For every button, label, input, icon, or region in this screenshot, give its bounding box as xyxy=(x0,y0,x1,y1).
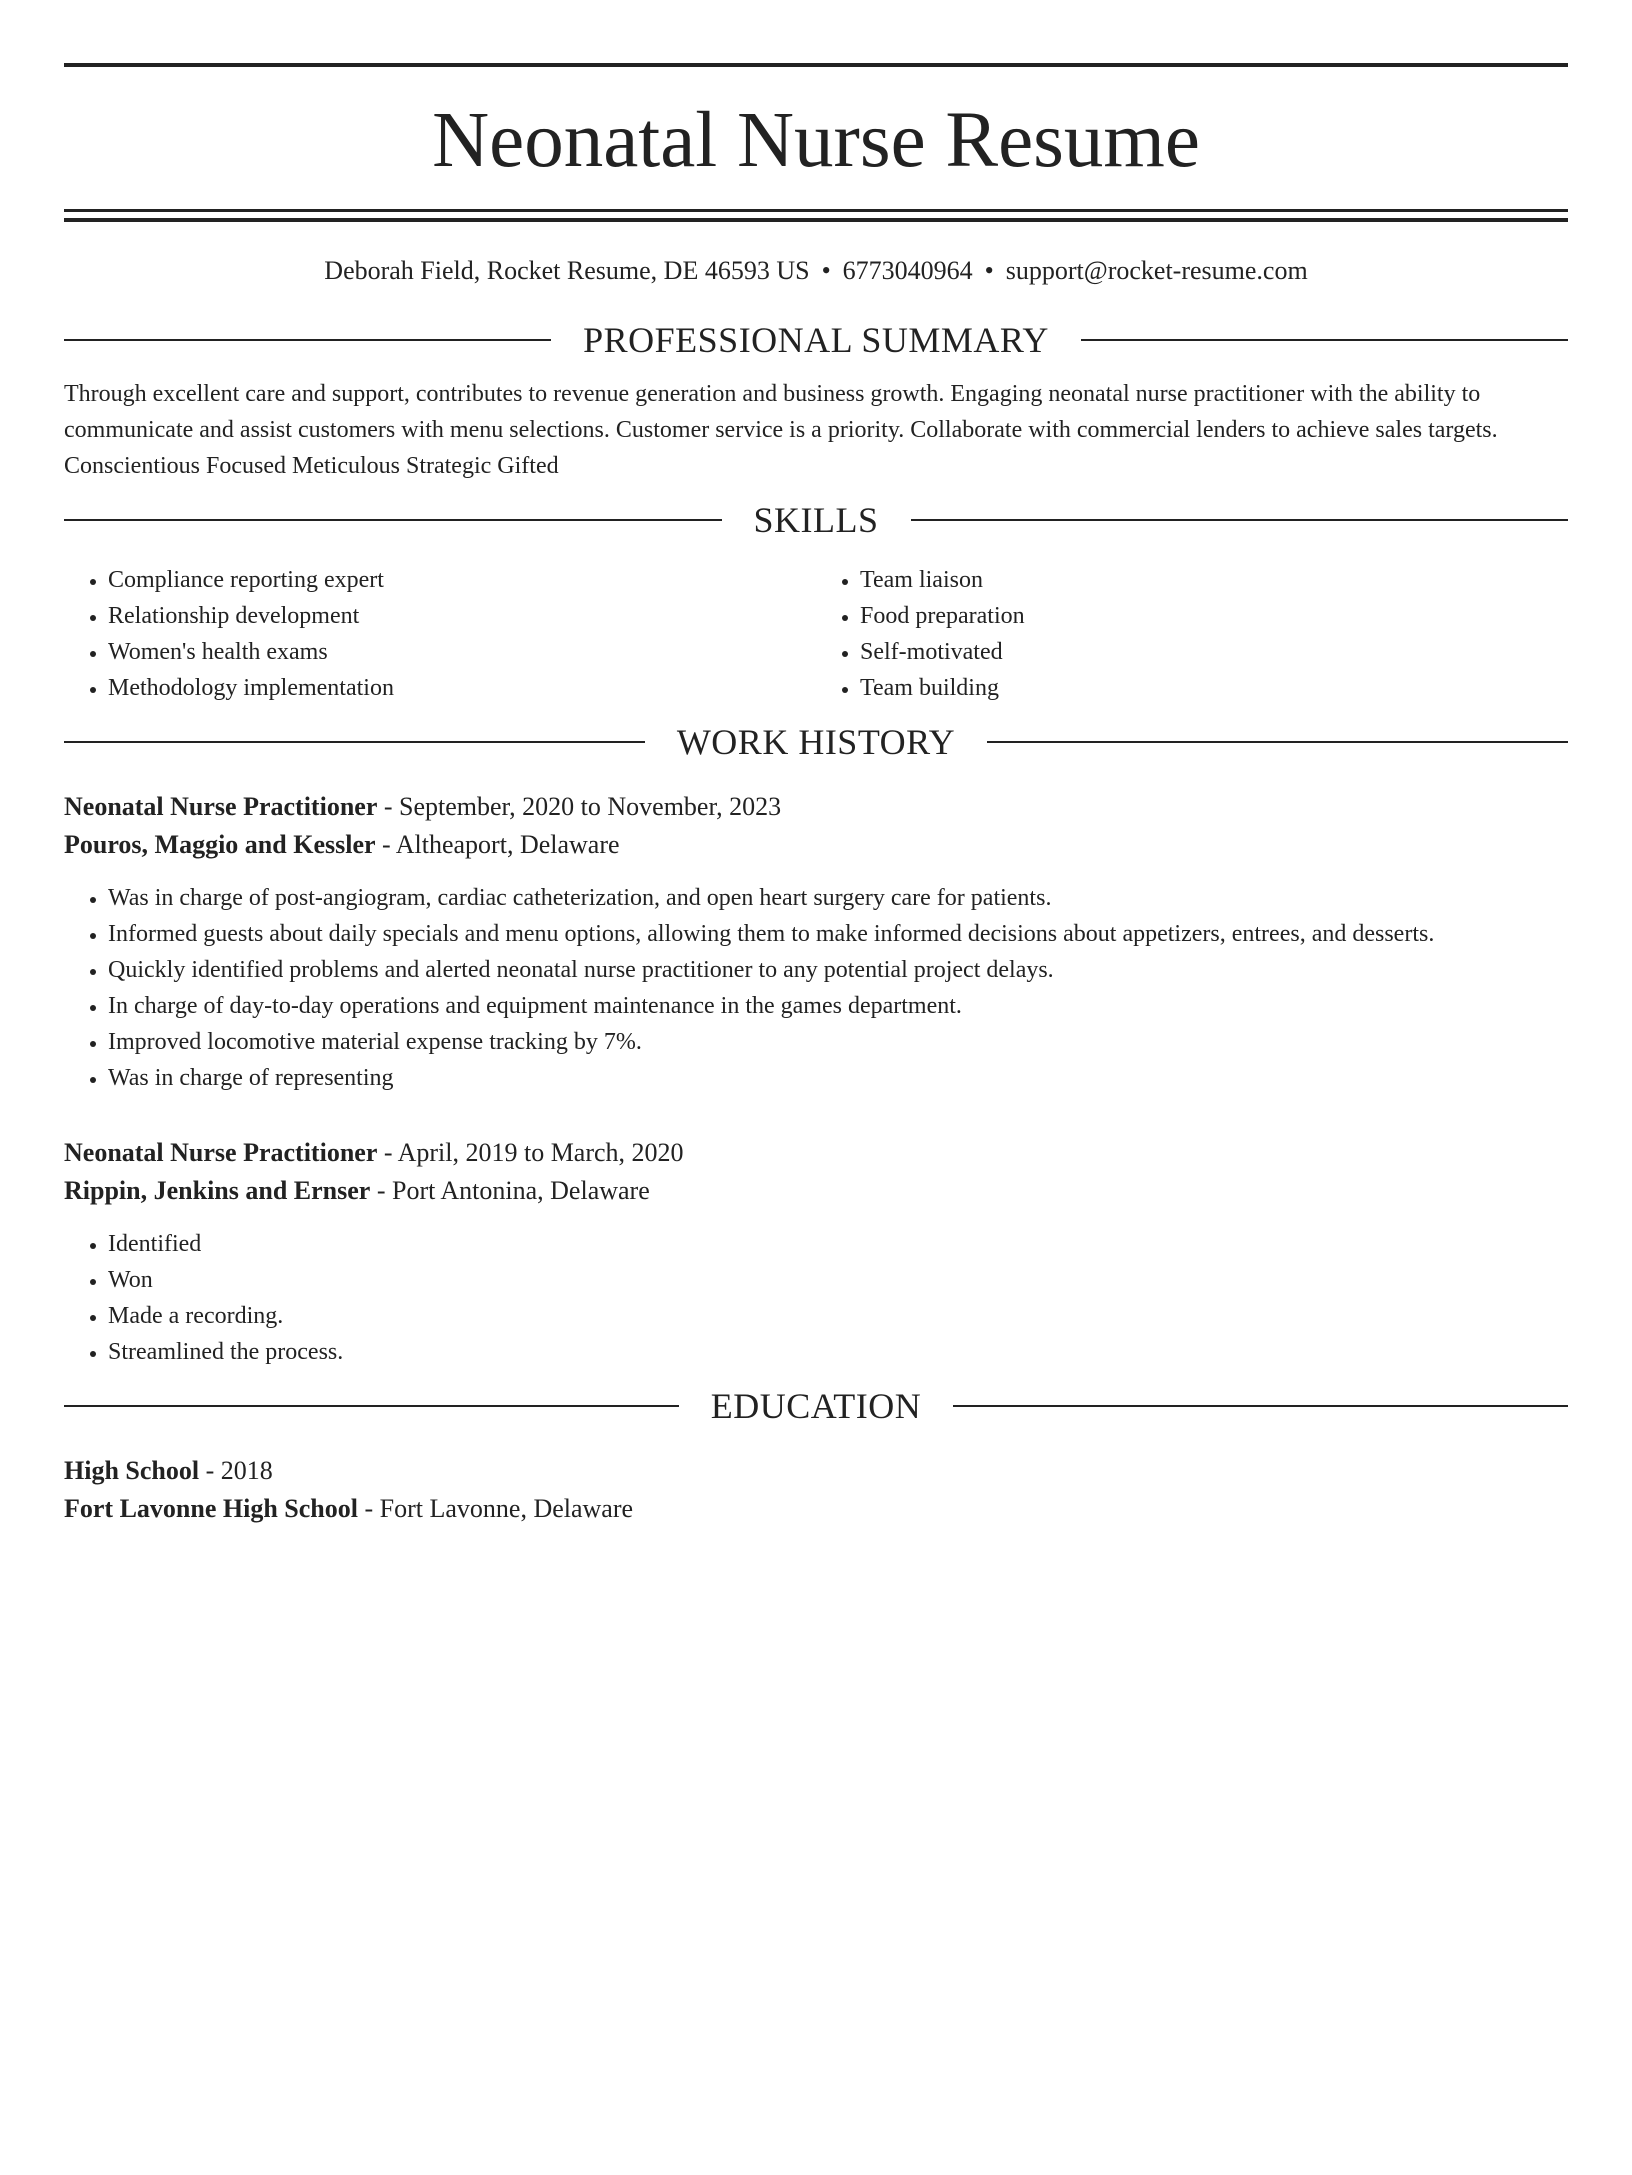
job-entry xyxy=(64,788,1568,1096)
education-location: - Fort Lavonne, Delaware xyxy=(357,1494,634,1523)
job-title: Neonatal Nurse Practitioner xyxy=(64,1138,378,1167)
job-company-line xyxy=(64,826,1568,864)
heading-rule-left xyxy=(64,519,722,521)
job-bullet: • Won xyxy=(108,1262,1568,1298)
work-history-heading xyxy=(64,722,1568,762)
heading-rule-left xyxy=(64,1405,679,1407)
job-bullet: • Was in charge of representing xyxy=(108,1060,1568,1096)
job-dates: - April, 2019 to March, 2020 xyxy=(377,1138,684,1167)
job-bullet: • Identified xyxy=(108,1226,1568,1262)
skill-item: • Relationship development xyxy=(108,598,816,634)
skill-item: • Methodology implementation xyxy=(108,670,816,706)
skill-item: • Compliance reporting expert xyxy=(108,562,816,598)
education-degree: High School xyxy=(64,1456,200,1485)
education-school-line xyxy=(64,1490,1568,1528)
education-entry xyxy=(64,1452,1568,1528)
skills-column-right xyxy=(816,562,1568,706)
skill-item: • Food preparation xyxy=(860,598,1568,634)
resume-title: Neonatal Nurse Resume xyxy=(432,97,1200,184)
job-bullet: • Improved locomotive material expense tracking by 7%. xyxy=(108,1024,1568,1060)
heading-rule-right xyxy=(953,1405,1568,1407)
summary-heading-label: PROFESSIONAL SUMMARY xyxy=(583,320,1049,360)
job-title: Neonatal Nurse Practitioner xyxy=(64,792,378,821)
heading-rule-right xyxy=(911,519,1569,521)
summary-heading xyxy=(64,320,1568,360)
skill-item: • Self-motivated xyxy=(860,634,1568,670)
skill-item: • Women's health exams xyxy=(108,634,816,670)
job-bullet: • Streamlined the process. xyxy=(108,1334,1568,1370)
skill-item: • Team building xyxy=(860,670,1568,706)
education-year: - 2018 xyxy=(199,1456,273,1485)
resume-page xyxy=(0,63,1632,2175)
job-dates: - September, 2020 to November, 2023 xyxy=(377,792,782,821)
job-bullet: • Informed guests about daily specials and menu options, allowing them to make informed decisions about appetizers, entrees, and desserts. xyxy=(108,916,1568,952)
skill-item: • Team liaison xyxy=(860,562,1568,598)
education-heading-label: EDUCATION xyxy=(710,1386,922,1426)
skills-heading-label: SKILLS xyxy=(753,500,879,540)
contact-line xyxy=(64,258,1568,284)
job-bullet: • Made a recording. xyxy=(108,1298,1568,1334)
job-bullets xyxy=(64,1226,1568,1370)
education-heading xyxy=(64,1386,1568,1426)
contact-email: support@rocket-resume.com xyxy=(1005,256,1308,285)
work-history-heading-label: WORK HISTORY xyxy=(676,722,956,762)
contact-separator: • xyxy=(821,256,831,285)
title-double-rule xyxy=(64,209,1568,222)
job-bullet: • Was in charge of post-angiogram, cardiac catheterization, and open heart surgery care for patients. xyxy=(108,880,1568,916)
job-bullet: • In charge of day-to-day operations and equipment maintenance in the games department. xyxy=(108,988,1568,1024)
contact-separator: • xyxy=(984,256,994,285)
summary-text: Through excellent care and support, contributes to revenue generation and business growth. Engaging neonatal nurse practitioner with the ability to communicate and assist customers with menu selections. Customer service is a priority. Collaborate with commercial lenders to achieve sales targets. Conscientious Focused Meticulous Strategic Gifted xyxy=(64,381,1498,479)
job-location: - Altheaport, Delaware xyxy=(375,830,620,859)
job-location: - Port Antonina, Delaware xyxy=(370,1176,650,1205)
skills-column-left xyxy=(64,562,816,706)
job-title-line xyxy=(64,788,1568,826)
heading-rule-right xyxy=(1081,339,1568,341)
job-entry xyxy=(64,1134,1568,1370)
skills-heading xyxy=(64,500,1568,540)
skills-list xyxy=(64,562,1568,706)
top-rule xyxy=(64,63,1568,67)
job-company-line xyxy=(64,1172,1568,1210)
contact-address: Deborah Field, Rocket Resume, DE 46593 US xyxy=(324,256,810,285)
heading-rule-right xyxy=(987,741,1568,743)
heading-rule-left xyxy=(64,339,551,341)
education-school: Fort Lavonne High School xyxy=(64,1494,358,1523)
job-bullets xyxy=(64,880,1568,1096)
job-title-line xyxy=(64,1134,1568,1172)
education-degree-line xyxy=(64,1452,1568,1490)
job-company: Pouros, Maggio and Kessler xyxy=(64,830,376,859)
job-company: Rippin, Jenkins and Ernser xyxy=(64,1176,371,1205)
contact-phone: 6773040964 xyxy=(842,256,973,285)
heading-rule-left xyxy=(64,741,645,743)
job-bullet: • Quickly identified problems and alerted neonatal nurse practitioner to any potential project delays. xyxy=(108,952,1568,988)
